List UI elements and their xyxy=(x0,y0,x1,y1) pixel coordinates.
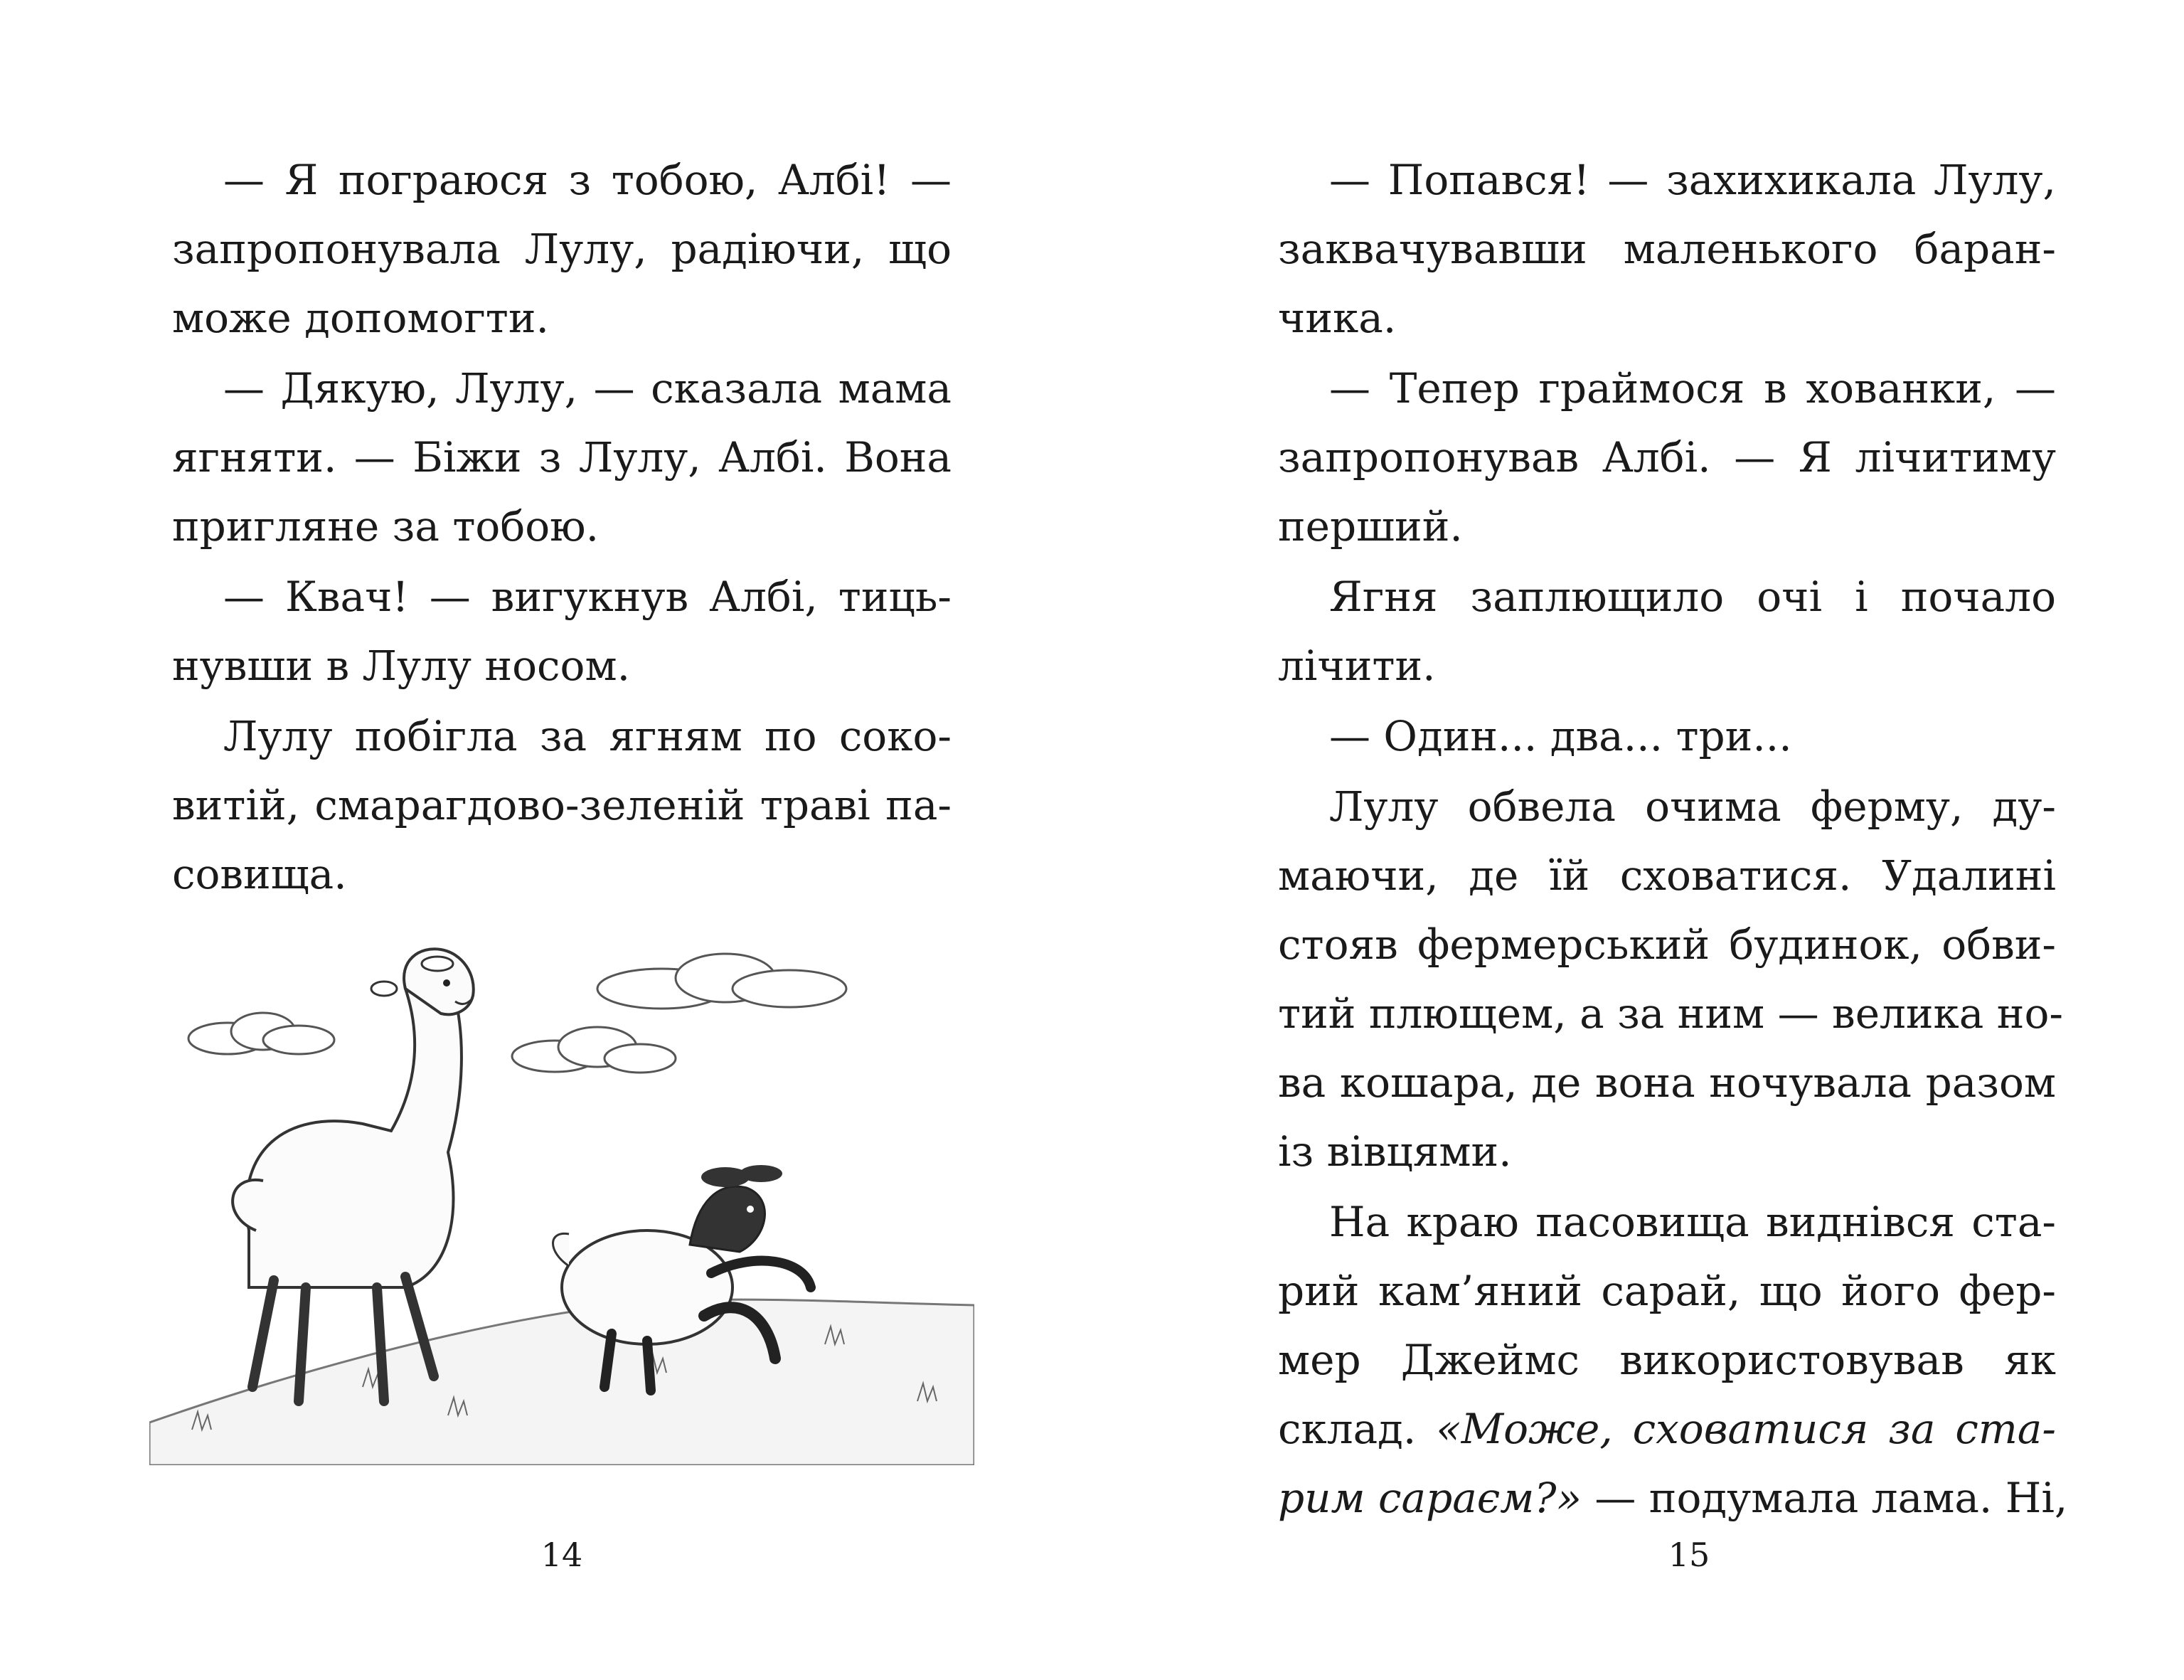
paragraph xyxy=(1278,354,2056,561)
text-line: ва кошара, де вона ночувала разом xyxy=(1278,1058,2056,1107)
text-line: рий кам’яний сарай, що його фер- xyxy=(1278,1267,2056,1315)
text-line: нувши в Лулу носом. xyxy=(172,642,631,690)
italic-thought: рим сараєм?» xyxy=(1278,1474,1582,1522)
cloud-icon xyxy=(512,1027,676,1073)
cloud-icon xyxy=(597,954,846,1009)
text-run: — подумала лама. Ні, xyxy=(1581,1474,2068,1522)
text-line: — Дякую, Лулу, — сказала мама xyxy=(223,364,952,413)
paragraph xyxy=(1278,772,2063,1186)
text-line: ягняти. — Біжи з Лулу, Албі. Вона xyxy=(172,433,952,482)
paragraph xyxy=(172,563,952,701)
text-line: пригляне за тобою. xyxy=(172,502,600,551)
text-line: мер Джеймс використовував як xyxy=(1278,1336,2056,1384)
text-line: стояв фермерський будинок, обви- xyxy=(1278,920,2056,969)
paragraph xyxy=(1278,563,2056,701)
paragraph xyxy=(172,146,952,353)
paragraph xyxy=(1278,702,2056,771)
right-page-text xyxy=(1278,146,2068,1534)
text-line: Лулу обвела очима ферму, ду- xyxy=(1329,782,2056,831)
text-line: може допомогти. xyxy=(172,294,549,342)
text-line: чика. xyxy=(1278,294,1397,342)
text-line: — Попався! — захихикала Лулу, xyxy=(1329,156,2056,204)
text-line: запропонувала Лулу, радіючи, що xyxy=(172,225,952,273)
text-line: тий плющем, а за ним — велика но- xyxy=(1278,989,2063,1038)
text-line: маючи, де їй сховатися. Удалині xyxy=(1278,851,2056,900)
text-line: Ягня заплющило очі і почало xyxy=(1329,573,2056,621)
text-line: витій, смарагдово-зеленій траві па- xyxy=(172,781,952,829)
text-line: — Один... два... три... xyxy=(1329,712,1792,760)
text-line: Лулу побігла за ягням по соко- xyxy=(223,712,952,760)
page-number: 15 xyxy=(1668,1536,1710,1574)
text-line: заквачувавши маленького баран- xyxy=(1278,225,2056,273)
paragraph xyxy=(1278,1188,2068,1533)
text-line: із вівцями. xyxy=(1278,1127,1512,1176)
left-page-text xyxy=(172,146,952,910)
paragraph xyxy=(172,702,952,909)
paragraph xyxy=(172,354,952,561)
text-line xyxy=(1278,1464,2068,1533)
grass-hill xyxy=(149,1299,974,1465)
text-line: перший. xyxy=(1278,502,1463,551)
text-line: совища. xyxy=(172,850,347,898)
italic-thought: «Може, сховатися за ста- xyxy=(1436,1405,2056,1453)
paragraph xyxy=(1278,146,2056,353)
text-run: склад. xyxy=(1278,1405,1437,1453)
llama-and-lamb-illustration xyxy=(149,918,974,1465)
page-number: 14 xyxy=(540,1536,583,1574)
text-line: На краю пасовища виднівся ста- xyxy=(1329,1198,2056,1246)
text-line: — Я пограюся з тобою, Албі! — xyxy=(223,156,952,204)
text-line: лічити. xyxy=(1278,642,1436,690)
text-line: — Квач! — вигукнув Албі, тиць- xyxy=(223,573,952,621)
text-line xyxy=(1278,1395,2056,1464)
text-line: запропонував Албі. — Я лічитиму xyxy=(1278,433,2056,482)
text-line: — Тепер граймося в хованки, — xyxy=(1329,364,2056,413)
cloud-icon xyxy=(188,1013,334,1054)
right-page xyxy=(1092,0,2184,1680)
